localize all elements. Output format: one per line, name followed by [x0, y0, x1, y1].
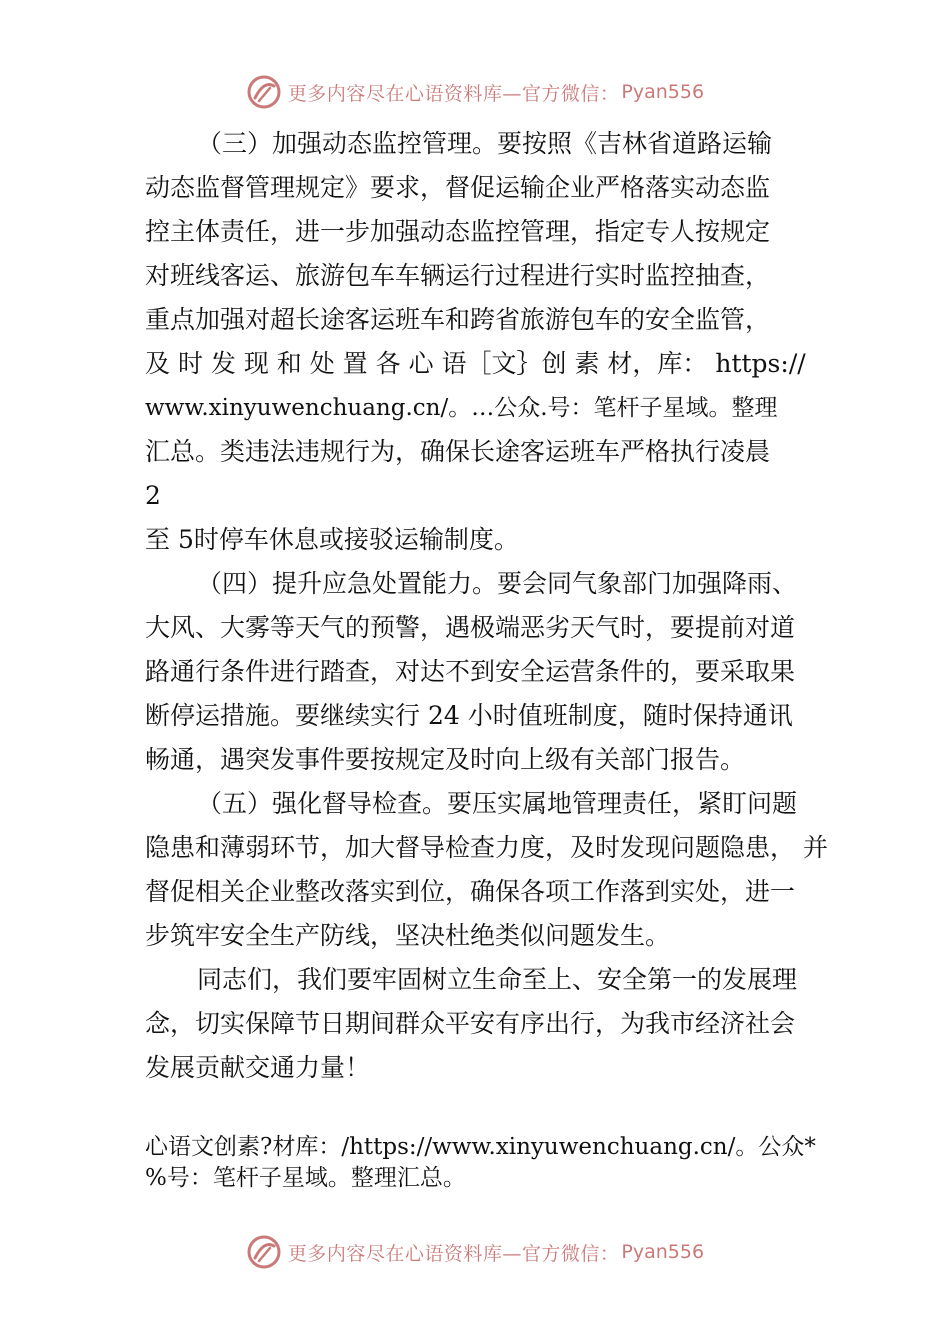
text-line: （五）强化督导检查。要压实属地管理责任，紧盯问题 [197, 789, 798, 818]
paragraph-4 [145, 562, 810, 782]
text-line: 步筑牢安全生产防线，坚决杜绝类似问题发生。 [145, 921, 671, 950]
source-note-line: %号：笔杆子星域。整理汇总。 [145, 1165, 466, 1191]
text-line: 重点加强对超长途客运班车和跨省旅游包车的安全监管， [145, 305, 771, 334]
watermark-header [0, 70, 950, 114]
paragraph-6 [145, 958, 810, 1090]
text-line: 同志们，我们要牢固树立生命至上、安全第一的发展理 [197, 965, 798, 994]
text-line: 及 时 发 现 和 处 置 各 心 语［文｝创 素 材，库： https:// [145, 349, 806, 378]
text-line: www.xinyuwenchuang.cn/。…公众.号：笔杆子星域。整理 [145, 395, 778, 421]
brand-logo-icon [246, 74, 282, 110]
paragraph-5 [145, 782, 828, 958]
text-line: 隐患和薄弱环节，加大督导检查力度，及时发现问题隐患， 并 [145, 833, 828, 862]
text-line: 动态监督管理规定》要求，督促运输企业严格落实动态监 [145, 173, 771, 202]
text-line: （四）提升应急处置能力。要会同气象部门加强降雨、 [197, 569, 798, 598]
text-line: 汇总。类违法违规行为，确保长途客运班车严格执行凌晨 [145, 437, 771, 466]
text-line: 控主体责任，进一步加强动态监控管理，指定专人按规定 [145, 217, 771, 246]
watermark-wechat-id: Pyan556 [621, 1241, 705, 1263]
text-line: （三）加强动态监控管理。要按照《吉林省道路运输 [197, 129, 773, 158]
paragraph-3 [145, 122, 810, 562]
text-line: 至 5时停车休息或接驳运输制度。 [145, 525, 519, 554]
text-line: 对班线客运、旅游包车车辆运行过程进行实时监控抽查， [145, 261, 771, 290]
text-line: 念，切实保障节日期间群众平安有序出行，为我市经济社会 [145, 1009, 796, 1038]
text-line: 2 [145, 481, 161, 510]
text-line: 发展贡献交通力量！ [145, 1053, 371, 1082]
text-line: 督促相关企业整改落实到位，确保各项工作落到实处，进一 [145, 877, 796, 906]
watermark-text: 更多内容尽在心语资料库—官方微信： [287, 82, 620, 105]
text-line: 断停运措施。要继续实行 24 小时值班制度，随时保持通讯 [145, 701, 793, 730]
document-body [145, 122, 828, 1090]
source-note-line: 心语文创素?材库：/https://www.xinyuwenchuang.cn/。公众* [145, 1134, 816, 1160]
source-note [145, 1132, 845, 1194]
watermark-wechat-id: Pyan556 [621, 81, 705, 103]
watermark-text: 更多内容尽在心语资料库—官方微信： [287, 1242, 620, 1265]
text-line: 路通行条件进行踏查，对达不到安全运营条件的，要采取果 [145, 657, 796, 686]
text-line: 畅通，遇突发事件要按规定及时向上级有关部门报告。 [145, 745, 746, 774]
text-line: 大风、大雾等天气的预警，遇极端恶劣天气时，要提前对道 [145, 613, 796, 642]
brand-logo-icon [246, 1234, 282, 1270]
watermark-footer [0, 1230, 950, 1274]
